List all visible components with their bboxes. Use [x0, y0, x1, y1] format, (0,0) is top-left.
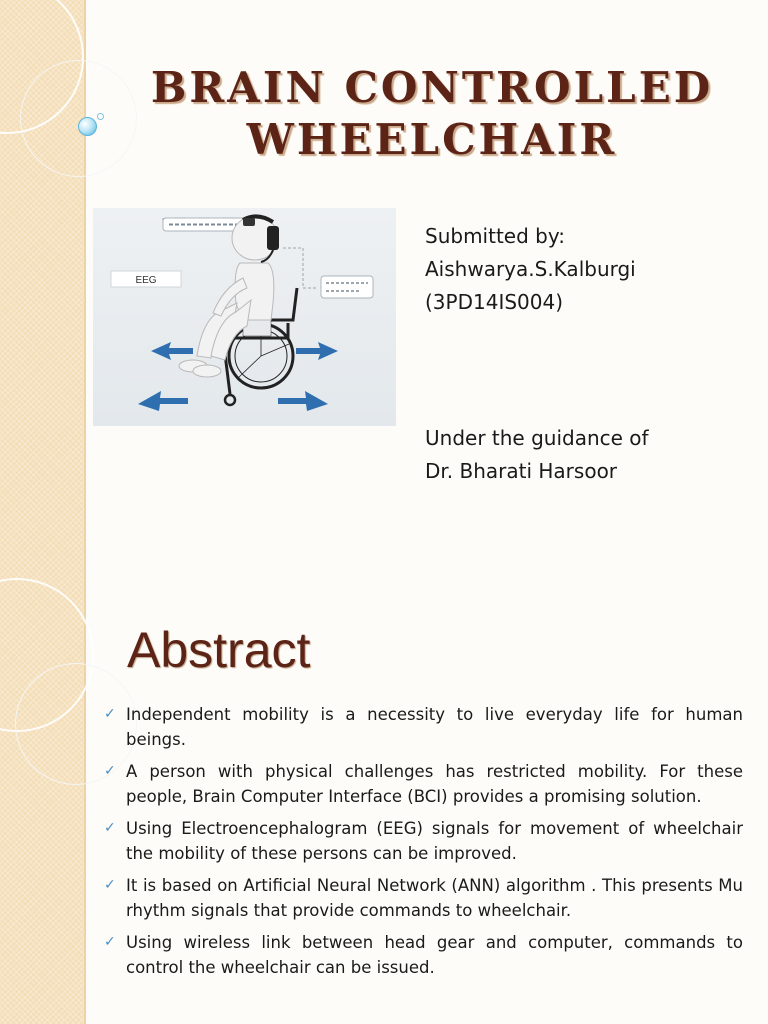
wheelchair-illustration [93, 208, 396, 426]
title-line-2: WHEELCHAIR [246, 115, 618, 164]
list-item [100, 759, 743, 809]
abstract-bullet-list [100, 702, 743, 987]
title-line-1: BRAIN CONTROLLED [150, 63, 714, 112]
student-id: (3PD14IS004) [425, 290, 564, 314]
list-item [100, 873, 743, 923]
bullet-text: A person with physical challenges has restricted mobility. For these people, Brain Computer Interface (BCI) provides a promising solution. [126, 762, 743, 806]
decorative-bubble [78, 117, 97, 136]
submitted-by-label: Submitted by: [425, 224, 565, 248]
checkmark-icon: ✓ [104, 877, 116, 893]
list-item [100, 702, 743, 752]
bullet-text: It is based on Artificial Neural Network (ANN) algorithm . This presents Mu rhythm signals that provide commands to wheelchair. [126, 876, 743, 920]
arrow-up-right [296, 342, 338, 360]
slide-title-heading [96, 62, 768, 166]
student-name: Aishwarya.S.Kalburgi [425, 257, 636, 281]
bullet-text: Using wireless link between head gear and computer, commands to control the wheelchair can be issued. [126, 933, 743, 977]
eeg-label: EEG [135, 275, 157, 286]
submission-info [425, 220, 636, 319]
list-item [100, 816, 743, 866]
bullet-text: Using Electroencephalogram (EEG) signals for movement of wheelchair the mobility of these persons can be improved. [126, 819, 743, 863]
guidance-label: Under the guidance of [425, 426, 649, 450]
checkmark-icon: ✓ [104, 706, 116, 722]
checkmark-icon: ✓ [104, 820, 116, 836]
guide-name: Dr. Bharati Harsoor [425, 459, 618, 483]
checkmark-icon: ✓ [104, 763, 116, 779]
arrow-up-left [151, 342, 193, 360]
bullet-text: Independent mobility is a necessity to live everyday life for human beings. [126, 705, 743, 749]
checkmark-icon: ✓ [104, 934, 116, 950]
list-item [100, 930, 743, 980]
slide-abstract [0, 578, 768, 1024]
arrow-down-left [138, 391, 188, 411]
abstract-heading: Abstract [127, 622, 311, 678]
arrow-down-right [278, 391, 328, 411]
right-label-box [321, 276, 373, 298]
guidance-info [425, 422, 649, 488]
